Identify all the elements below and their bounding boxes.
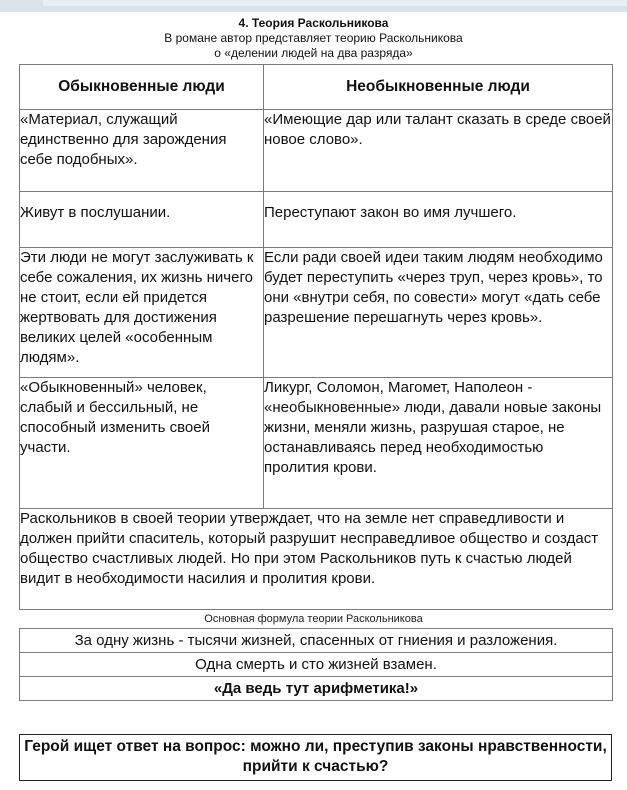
cell-ordinary: «Обыкновенный» человек, слабый и бессильный, не способный изменить своей участи. xyxy=(20,378,264,509)
formula-quote: «Да ведь тут арифметика!» xyxy=(20,677,613,701)
cell-ordinary: Эти люди не могут заслуживать к себе сожаления, их жизнь ничего не стоит, если ей придется жертвовать для достижения великих целей «особенным людям». xyxy=(20,248,264,378)
formula-row xyxy=(20,629,613,653)
column-header-extraordinary-people: Необыкновенные люди xyxy=(264,65,613,110)
section-subtitle-line-2: о «делении людей на два разряда» xyxy=(214,46,413,60)
top-frame-bar xyxy=(0,0,627,12)
table-row xyxy=(20,192,613,248)
cell-ordinary: Живут в послушании. xyxy=(20,192,264,248)
formula-row xyxy=(20,653,613,677)
cell-extraordinary: Если ради своей идеи таким людям необходимо будет переступить «через труп, через кровь», то они «внутри себя, по совести» могут «дать себе разрешение перешагнуть через кровь». xyxy=(264,248,613,378)
formula-caption: Основная формула теории Раскольникова xyxy=(204,613,423,625)
cell-extraordinary: Ликург, Соломон, Магомет, Наполеон - «необыкновенные» люди, давали новые законы жизни, меняли жизнь, разрушая старое, не останавливаясь перед необходимостью пролития крови. xyxy=(264,378,613,509)
formula-line: За одну жизнь - тысячи жизней, спасенных от гниения и разложения. xyxy=(20,629,613,653)
question-box: Герой ищет ответ на вопрос: можно ли, преступив законы нравственности, прийти к счастью? xyxy=(19,734,612,781)
summary-cell: Раскольников в своей теории утверждает, что на земле нет справедливости и должен прийти спаситель, который разрушит несправедливое общество и создаст общество счастливых людей. Но при этом Раскольников путь к счастью людей видит в необходимости насилия и пролития крови. xyxy=(20,509,613,610)
cell-extraordinary: «Имеющие дар или талант сказать в среде своей новое слово». xyxy=(264,110,613,192)
top-frame-inner-panel xyxy=(43,0,627,6)
formula-table xyxy=(19,628,613,701)
table-row xyxy=(20,110,613,192)
cell-extraordinary: Переступают закон во имя лучшего. xyxy=(264,192,613,248)
table-header-row xyxy=(20,65,613,110)
section-title xyxy=(0,16,627,31)
table-summary-row xyxy=(20,509,613,610)
table-row xyxy=(20,248,613,378)
comparison-table xyxy=(19,64,613,610)
formula-row xyxy=(20,677,613,701)
column-header-ordinary-people: Обыкновенные люди xyxy=(20,65,264,110)
cell-ordinary: «Материал, служащий единственно для зарождения себе подобных». xyxy=(20,110,264,192)
section-subtitle-line-1: В романе автор представляет теорию Раскольникова xyxy=(164,31,463,45)
table-row xyxy=(20,378,613,509)
formula-line: Одна смерть и сто жизней взамен. xyxy=(20,653,613,677)
section-title-text: 4. Теория Раскольникова xyxy=(238,16,389,30)
